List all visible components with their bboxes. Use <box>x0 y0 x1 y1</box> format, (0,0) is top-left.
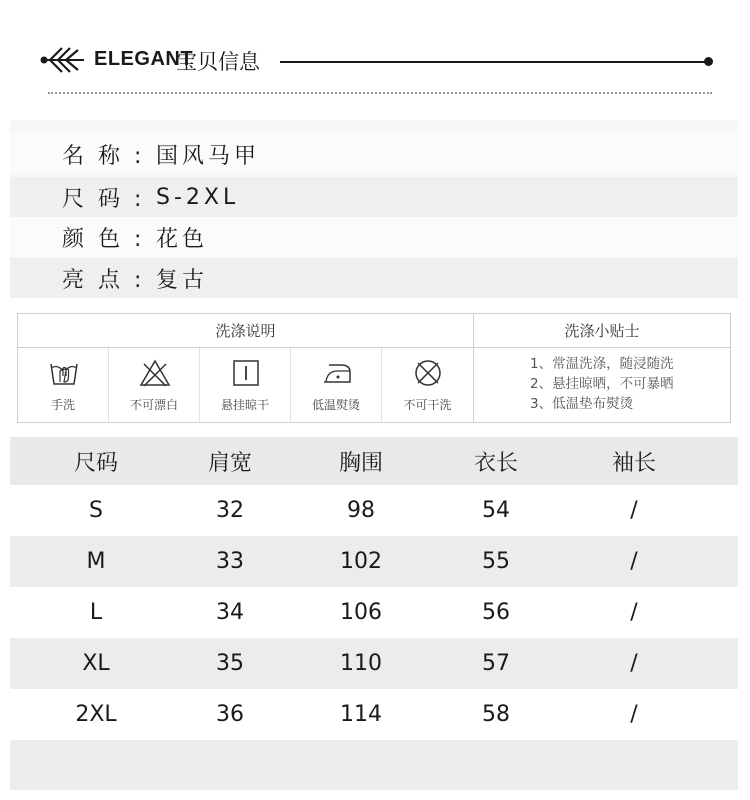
header-divider <box>280 61 708 63</box>
section-title: 宝贝信息 <box>176 50 260 74</box>
table-cell: S <box>89 498 103 523</box>
care-item-hand-wash <box>18 348 109 422</box>
table-cell: / <box>630 702 638 727</box>
info-row-size <box>10 177 738 217</box>
info-label: 颜色: <box>62 226 156 252</box>
care-label: 低温熨烫 <box>311 398 360 412</box>
table-row <box>10 638 738 689</box>
column-header: 胸围 <box>338 450 383 476</box>
table-cell: 102 <box>340 549 382 574</box>
table-cell: 110 <box>340 651 382 676</box>
column-header: 尺码 <box>73 450 118 476</box>
table-cell: 33 <box>216 549 244 574</box>
table-cell: 98 <box>347 498 375 523</box>
table-cell: 36 <box>216 702 244 727</box>
table-row <box>10 689 738 740</box>
info-value: S-2XL <box>156 184 240 210</box>
care-label: 手洗 <box>50 398 75 412</box>
care-tip: 2、悬挂晾晒，不可暴晒 <box>530 376 674 392</box>
table-cell: 2XL <box>75 702 117 727</box>
no-dry-clean-icon <box>412 358 444 388</box>
table-cell: 35 <box>216 651 244 676</box>
table-row <box>10 485 738 536</box>
tips-title: 洗涤小贴士 <box>474 314 730 348</box>
no-bleach-icon <box>139 358 171 388</box>
care-icons-row <box>18 348 474 422</box>
care-item-no-dry-clean <box>382 348 473 422</box>
info-value: 国风马甲 <box>156 143 261 169</box>
info-label: 亮点: <box>62 267 156 293</box>
table-cell: / <box>630 651 638 676</box>
table-cell: 114 <box>340 702 382 727</box>
care-label: 不可漂白 <box>129 398 178 412</box>
low-iron-icon <box>321 358 353 388</box>
care-tip: 1、常温洗涤，随浸随洗 <box>530 356 674 372</box>
care-tip: 3、低温垫布熨烫 <box>530 396 634 412</box>
info-label: 名称: <box>62 143 156 169</box>
table-cell: 32 <box>216 498 244 523</box>
arrow-logo-icon <box>40 44 86 76</box>
table-cell: XL <box>82 651 110 676</box>
size-table <box>10 437 738 740</box>
care-label: 不可干洗 <box>403 398 452 412</box>
hand-wash-icon <box>48 358 80 388</box>
brand-name: ELEGANT <box>94 48 194 70</box>
table-cell: 56 <box>482 600 510 625</box>
table-cell: 57 <box>482 651 510 676</box>
table-row <box>10 587 738 638</box>
info-row-highlight <box>10 258 738 298</box>
table-cell: 55 <box>482 549 510 574</box>
table-cell: / <box>630 600 638 625</box>
info-row-color <box>10 217 738 257</box>
table-header-row <box>10 437 738 485</box>
care-item-hang-dry <box>200 348 291 422</box>
care-item-no-bleach <box>109 348 200 422</box>
table-cell: 58 <box>482 702 510 727</box>
table-footer-spacer <box>10 740 738 790</box>
column-header: 肩宽 <box>207 450 252 476</box>
hang-dry-icon <box>230 358 262 388</box>
dotted-divider <box>48 92 712 94</box>
care-instructions-box <box>17 313 731 423</box>
column-header: 衣长 <box>473 450 518 476</box>
care-label: 悬挂晾干 <box>220 398 269 412</box>
table-cell: / <box>630 498 638 523</box>
table-row <box>10 536 738 587</box>
table-cell: L <box>89 600 103 625</box>
table-cell: / <box>630 549 638 574</box>
info-label: 尺码: <box>62 186 156 212</box>
care-item-low-iron <box>291 348 382 422</box>
info-value: 花色 <box>156 226 209 252</box>
table-cell: 54 <box>482 498 510 523</box>
info-value: 复古 <box>156 267 209 293</box>
table-cell: M <box>86 549 106 574</box>
column-header: 袖长 <box>611 450 656 476</box>
care-tips-list <box>474 348 730 422</box>
care-title: 洗涤说明 <box>18 314 474 348</box>
info-row-name <box>10 134 738 174</box>
table-cell: 34 <box>216 600 244 625</box>
table-cell: 106 <box>340 600 382 625</box>
header-divider-dot <box>704 57 713 66</box>
section-header <box>0 0 750 120</box>
